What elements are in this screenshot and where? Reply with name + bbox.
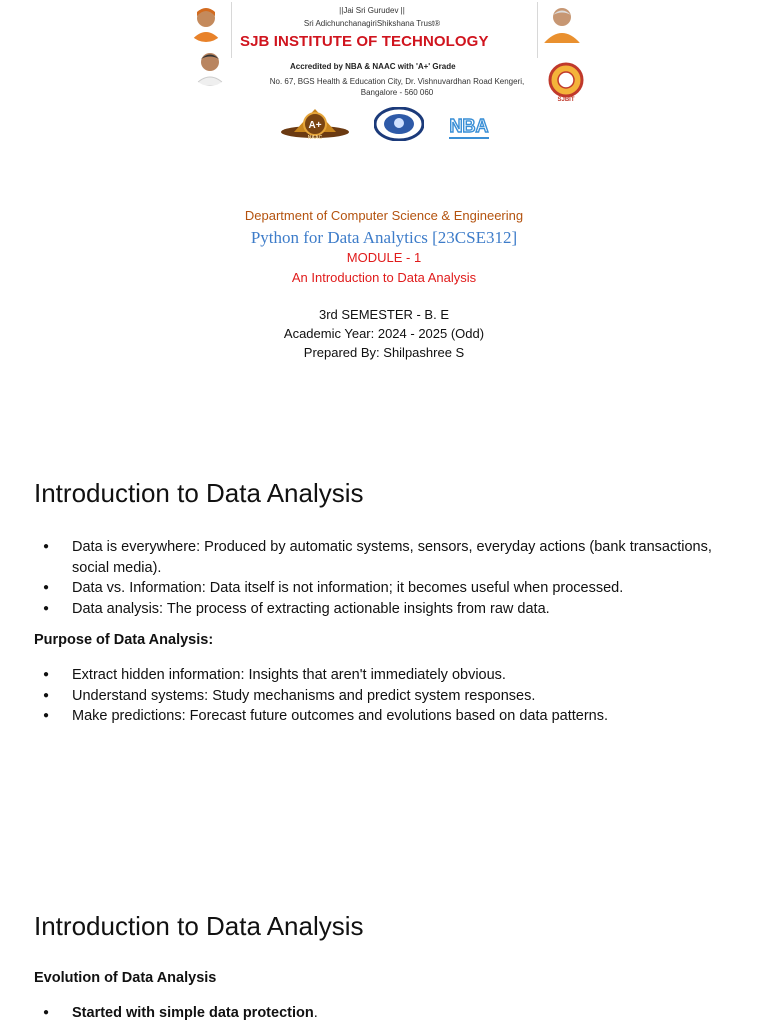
naac-logo: [280, 106, 350, 142]
nba-logo: [445, 112, 493, 144]
purpose-heading: Purpose of Data Analysis:: [34, 632, 214, 648]
institute-name: SJB INSTITUTE OF TECHNOLOGY: [240, 33, 489, 50]
bold-text: Started with simple data protection: [72, 1005, 314, 1021]
trust-text: Sri AdichunchanagiriShikshana Trust®: [303, 19, 441, 28]
list-item: ● Extract hidden information: Insights that aren't immediately obvious.: [34, 665, 744, 686]
list-item: ● Understand systems: Study mechanisms and predict system responses.: [34, 686, 744, 707]
evolution-heading: Evolution of Data Analysis: [34, 970, 217, 986]
motto-text: ||Jai Sri Gurudev ||: [339, 6, 405, 15]
nba-logo-text: NBA: [449, 116, 489, 136]
swami-portrait: [540, 1, 584, 43]
address-line-1: No. 67, BGS Health & Education City, Dr. Vishnuvardhan Road Kengeri,: [269, 77, 525, 86]
purpose-bullet-list: [34, 665, 744, 727]
founder-portrait: [186, 2, 226, 42]
evolution-bullet-list: [34, 1003, 744, 1024]
course-title: Python for Data Analytics [23CSE312]: [250, 228, 518, 247]
leader-portrait: [190, 46, 230, 86]
naac-label-text: NAAC: [307, 135, 323, 141]
list-item: ● Data analysis: The process of extracting actionable insights from raw data.: [34, 599, 744, 620]
list-item: [34, 1003, 744, 1024]
list-item: ● Make predictions: Forecast future outcomes and evolutions based on data patterns.: [34, 706, 744, 727]
bullet-tail: .: [313, 1005, 318, 1021]
accreditation-text: Accredited by NBA & NAAC with 'A+' Grade: [290, 62, 456, 71]
academic-year-text: Academic Year: 2024 - 2025 (Odd): [283, 326, 485, 341]
module-title: An Introduction to Data Analysis: [291, 270, 477, 285]
address-line-2: Bangalore - 560 060: [360, 88, 434, 97]
prepared-by-text: Prepared By: Shilpashree S: [303, 345, 465, 360]
list-item: ● Data is everywhere: Produced by automatic systems, sensors, everyday actions (bank transactions, social media).: [34, 537, 744, 578]
section-heading: Introduction to Data Analysis: [34, 478, 364, 508]
section-heading: Introduction to Data Analysis: [34, 911, 364, 941]
sjbit-logo: [545, 62, 587, 102]
university-seal: [374, 107, 424, 141]
department-name: Department of Computer Science & Engineering: [244, 208, 524, 223]
naac-badge-text: A+: [308, 120, 322, 131]
intro-bullet-list: [34, 537, 744, 619]
semester-text: 3rd SEMESTER - B. E: [318, 307, 450, 322]
sjbit-logo-text: SJBIT: [557, 97, 575, 102]
header-divider-right: [537, 2, 538, 58]
module-number: MODULE - 1: [346, 250, 422, 265]
list-item: ● Data vs. Information: Data itself is not information; it becomes useful when processed.: [34, 578, 744, 599]
